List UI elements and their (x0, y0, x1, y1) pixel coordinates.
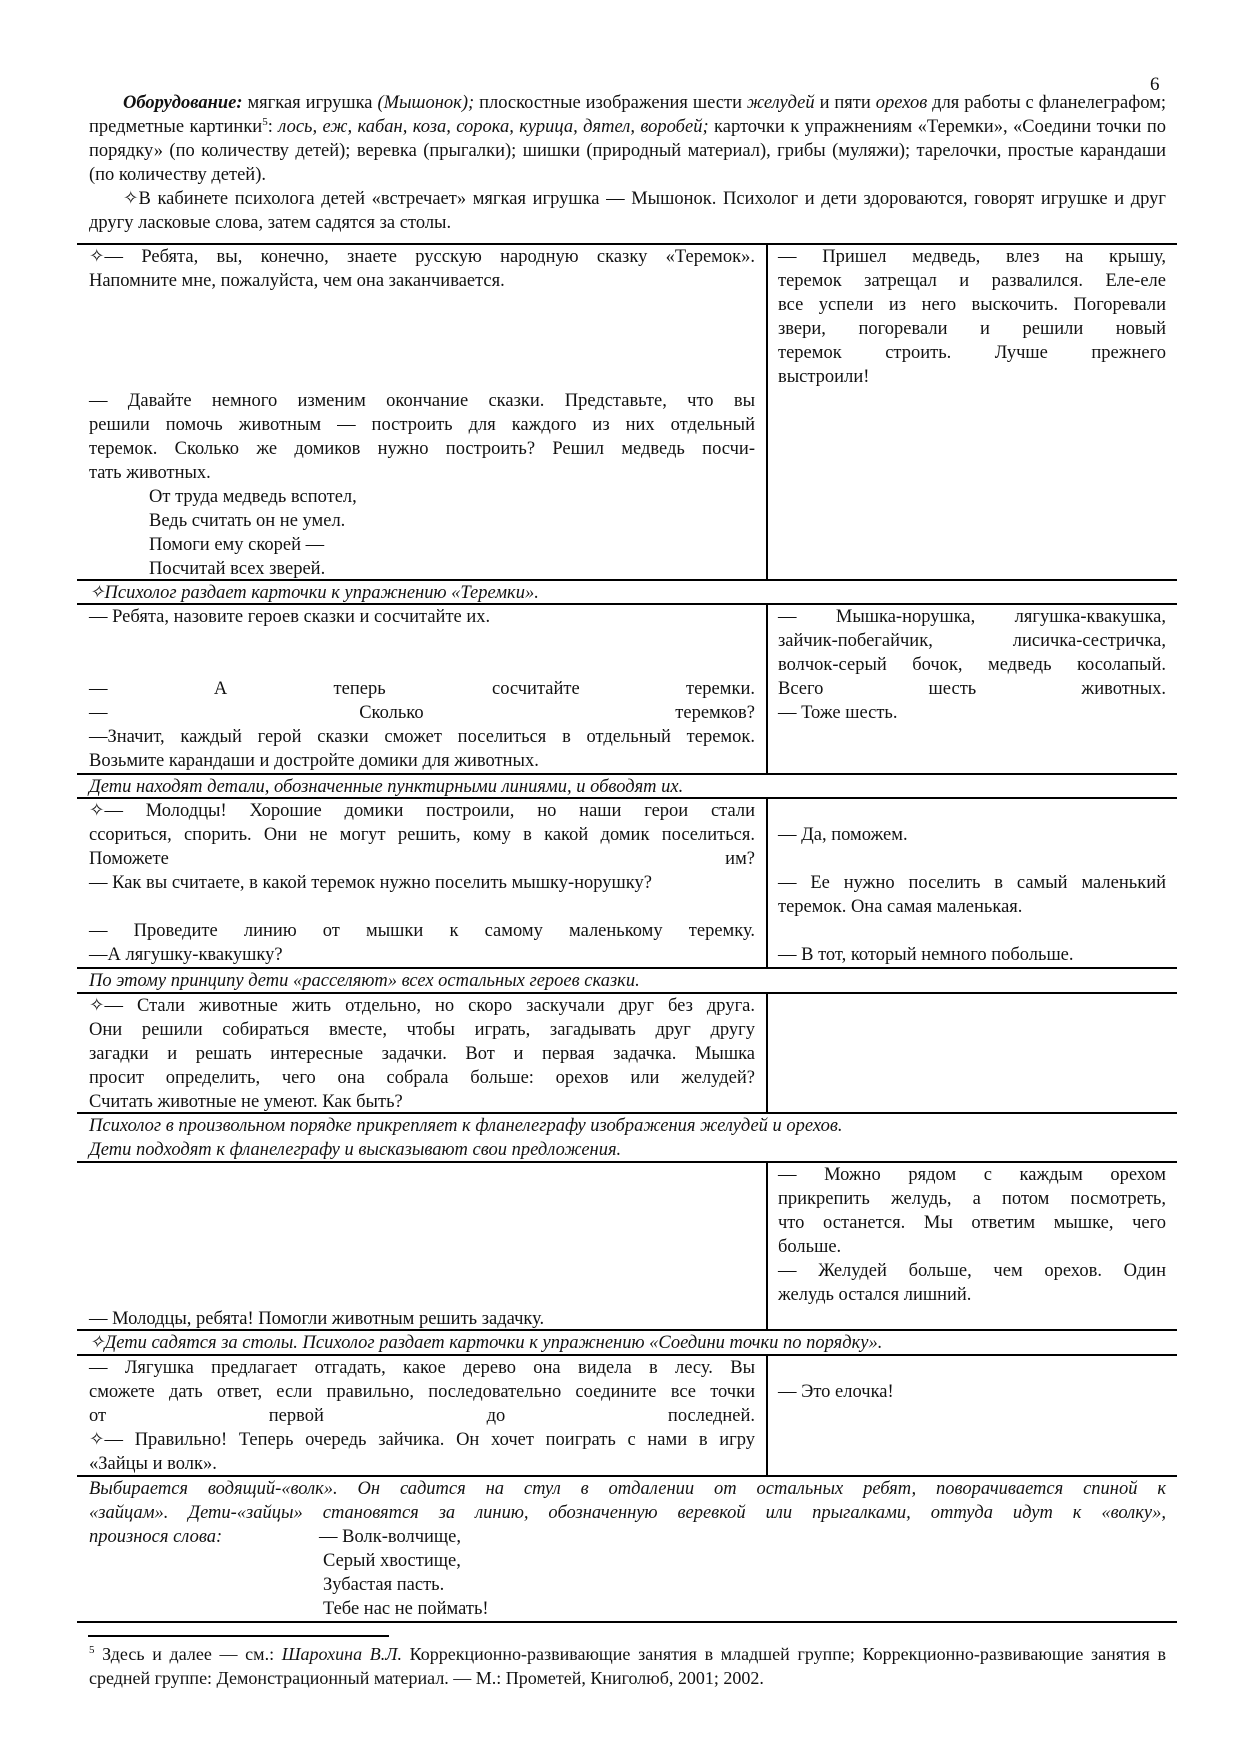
page-number: 6 (1150, 74, 1160, 95)
psychologist-text: ✧— Стали животные жить отдельно, но скоро заскучали друг без друга. Они решили собираться вместе, чтобы играть, загадывать друг другу загадки и решать интересные задачки. Вот и первая задачка. Мышка просит определить, чего она собрала больше: орехов или желудей? Считать животные не умеют. Как быть? (89, 996, 755, 1112)
psychologist-text: — Лягушка предлагает отгадать, какое дерево она видела в лесу. Вы сможете дать ответ, если правильно, последовательно соедините все точки от первой до последней. ✧— Правильно! Теперь очередь зайчика. Он хочет поиграть с нами в игру «Зайцы и волк». (89, 1358, 755, 1474)
game-instructions: Выбирается водящий-«волк». Он садится на стул в отдалении от остальных ребят, поворачивается спиной к «зайцам». Дети-«зайцы» становятся за линию, обозначенную веревкой или прыгалками, оттуда идут к «волку», произнося слова: — Волк-волчище, Серый хвостище, Зубастая пасть. Тебе нас не поймать! (89, 1479, 1166, 1619)
stage-direction: ✧Психолог раздает карточки к упражнению «Теремки». (89, 583, 539, 603)
stage-direction: Психолог в произвольном порядке прикрепляет к фланелеграфу изображения желудей и орехов. Дети подходят к фланелеграфу и высказывают свои предложения. (89, 1116, 843, 1160)
greeting-paragraph: ✧В кабинете психолога детей «встречает» мягкая игрушка — Мышонок. Психолог и дети здороваются, говорят игрушке и друг другу ласковые слова, затем садятся за столы. (89, 189, 1166, 233)
column-divider (766, 245, 768, 579)
children-answer: — Это елочка! (778, 1382, 894, 1402)
psychologist-text: — Давайте немного изменим окончание сказки. Представьте, что вы решили помочь животным — построить для каждого из них отдельный теремок. Сколько же домиков нужно построить? Решил медведь посчи- тать животных. (89, 391, 755, 483)
psychologist-text: От труда медведь вспотел, Ведь считать он не умел. Помоги ему скорей — Посчитай всех зверей. (149, 487, 357, 579)
rhyme: — Волк-волчище, Серый хвостище, Зубастая пасть. Тебе нас не поймать! (319, 1527, 489, 1619)
footnote-mark: 5 (89, 1644, 95, 1656)
footnote-separator (88, 1635, 389, 1637)
footnote-author: Шарохина В.Л. (281, 1644, 402, 1664)
equipment-text: мягкая игрушка (Мышонок); плоскостные изображения шести желудей и пяти орехов для работы с фланелеграфом; предметные картинки$^5$: лось, еж, кабан, коза, сорока, курица, дятел, воробей; карточки к упражнениям «Теремки», «Соедини точки по порядку» (по количеству детей); веревка (прыгалки); шишки (природный материал), грибы (муляжи); тарелочки, простые карандаши (по количеству детей). (89, 93, 1166, 185)
footnote-text-post: Коррекционно-развивающие занятия в младшей группе; Коррекционно-развивающие занятия в средней группе: Демонстрационный материал. — М.: Прометей, Книголюб, 2001; 2002. (89, 1644, 1166, 1688)
psychologist-text: ✧— Ребята, вы, конечно, знаете русскую народную сказку «Теремок». Напомните мне, пожалуйста, чем она заканчивается. (89, 247, 755, 291)
column-divider (766, 799, 768, 967)
stage-direction: Дети находят детали, обозначенные пунктирными линиями, и обводят их. (89, 777, 684, 797)
children-answer: — В тот, который немного побольше. (778, 945, 1074, 965)
children-answer: — Ее нужно поселить в самый маленький теремок. Она самая маленькая. (778, 873, 1166, 917)
psychologist-text: — А теперь сосчитайте теремки. — Сколько теремков? —Значит, каждый герой сказки сможет поселиться в отдельный теремок. Возьмите карандаши и достройте домики для животных. (89, 679, 755, 771)
psychologist-text: ✧— Молодцы! Хорошие домики построили, но наши герои стали ссориться, спорить. Они не могут решить, кому в какой домик поселиться. Поможете им? — Как вы считаете, в какой теремок нужно поселить мышку-норушку? (89, 801, 755, 893)
children-answer: — Можно рядом с каждым орехом прикрепить желудь, а потом посмотреть, что останется. Мы ответим мышке, чего больше. — Желудей больше, чем орехов. Один желудь остался лишний. (778, 1165, 1166, 1305)
psychologist-text: — Проведите линию от мышки к самому маленькому теремку. —А лягушку-квакушку? (89, 921, 755, 965)
column-divider (766, 994, 768, 1112)
children-answer: — Пришел медведь, влез на крышу, теремок затрещал и развалился. Еле-еле все успели из него выскочить. Погоревали звери, погоревали и решили новый теремок строить. Лучше прежнего выстроили! (778, 247, 1166, 387)
equipment-label: Оборудование: (123, 93, 243, 113)
column-divider (766, 605, 768, 773)
equipment-paragraph (89, 91, 1166, 187)
children-answer: — Да, поможем. (778, 825, 908, 845)
psychologist-text: — Ребята, назовите героев сказки и сосчитайте их. (89, 607, 491, 627)
table-rule (77, 1621, 1177, 1623)
psychologist-text: — Молодцы, ребята! Помогли животным решить задачку. (89, 1309, 545, 1329)
footnote-text-pre: Здесь и далее — см.: (94, 1644, 282, 1664)
column-divider (766, 1356, 768, 1475)
column-divider (766, 1163, 768, 1329)
footnote (89, 1642, 1166, 1690)
stage-direction: По этому принципу дети «расселяют» всех остальных героев сказки. (89, 971, 640, 991)
stage-direction: ✧Дети садятся за столы. Психолог раздает карточки к упражнению «Соедини точки по порядку». (89, 1333, 883, 1353)
children-answer: — Мышка-норушка, лягушка-квакушка, зайчик-побегайчик, лисичка-сестричка, волчок-серый бочок, медведь косолапый. Всего шесть животных. — Тоже шесть. (778, 607, 1166, 723)
